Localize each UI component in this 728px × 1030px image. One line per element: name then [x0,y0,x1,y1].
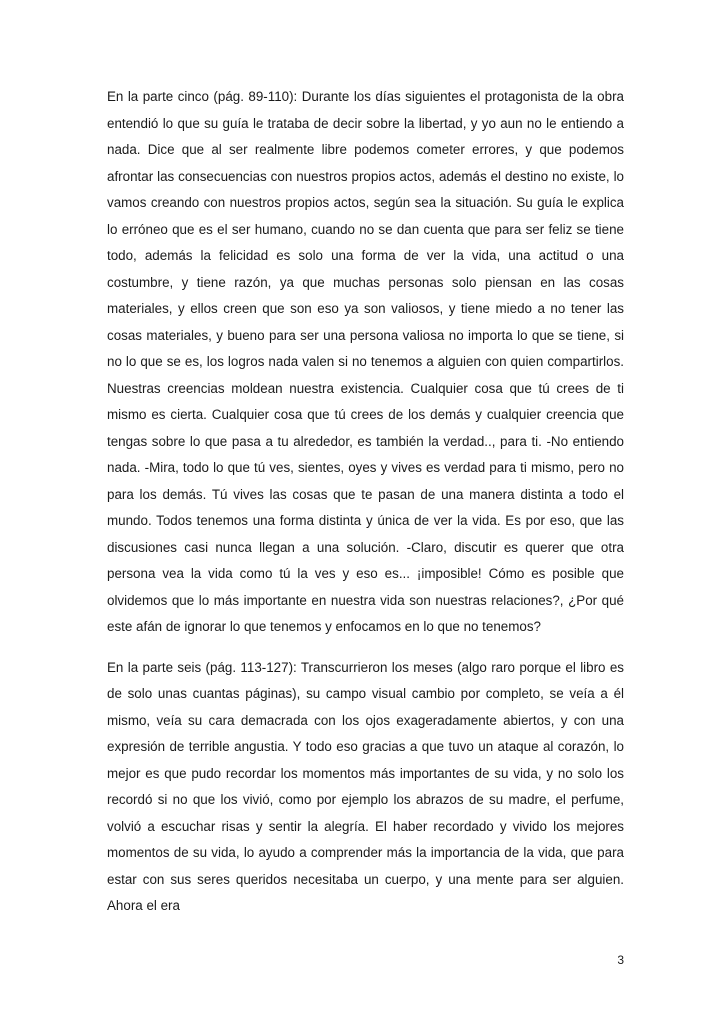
page-number: 3 [617,953,624,967]
paragraph-parte-seis: En la parte seis (pág. 113-127): Transcurrieron los meses (algo raro porque el libro es de solo unas cuantas páginas), su campo visual cambio por completo, se veía a él mismo, veía su cara demacrada con los ojos exageradamente abiertos, y con una expresión de terrible angustia. Y todo eso gracias a que tuvo un ataque al corazón, lo mejor es que pudo recordar los momentos más importantes de su vida, y no solo los recordó si no que los vivió, como por ejemplo los abrazos de su madre, el perfume, volvió a escuchar risas y sentir la alegría. El haber recordado y vivido los mejores momentos de su vida, lo ayudo a comprender más la importancia de la vida, que para estar con sus seres queridos necesitaba un cuerpo, y una mente para ser alguien. Ahora el era [107,659,624,913]
paragraph-parte-cinco: En la parte cinco (pág. 89-110): Durante los días siguientes el protagonista de la obra entendió lo que su guía le trataba de decir sobre la libertad, y yo aun no le entiendo a nada. Dice que al ser realmente libre podemos cometer errores, y que podemos afrontar las consecuencias con nuestros propios actos, además el destino no existe, lo vamos creando con nuestros propios actos, según sea la situación. Su guía le explica lo erróneo que es el ser humano, cuando no se dan cuenta que para ser feliz se tiene todo, además la felicidad es solo una forma de ver la vida, una actitud o una costumbre, y tiene razón, ya que muchas personas solo piensan en las cosas materiales, y ellos creen que son eso ya son valiosos, y tiene miedo a no tener las cosas materiales, y bueno para ser una persona valiosa no importa lo que se tiene, si no lo que se es, los logros nada valen si no tenemos a alguien con quien compartirlos. Nuestras creencias moldean nuestra existencia. Cualquier cosa que tú crees de ti mismo es cierta. Cualquier cosa que tú crees de los demás y cualquier creencia que tengas sobre lo que pasa a tu alrededor, es también la verdad.., para ti. -No entiendo nada. -Mira, todo lo que tú ves, sientes, oyes y vives es verdad para ti mismo, pero no para los demás. Tú vives las cosas que te pasan de una manera distinta a todo el mundo. Todos tenemos una forma distinta y única de ver la vida. Es por eso, que las discusiones casi nunca llegan a una solución. -Claro, discutir es querer que otra persona vea la vida como tú la ves y eso es... ¡imposible! Cómo es posible que olvidemos que lo más importante en nuestra vida son nuestras relaciones?, ¿Por qué este afán de ignorar lo que tenemos y enfocamos en lo que no tenemos? [107,89,624,634]
page-body [107,84,624,934]
